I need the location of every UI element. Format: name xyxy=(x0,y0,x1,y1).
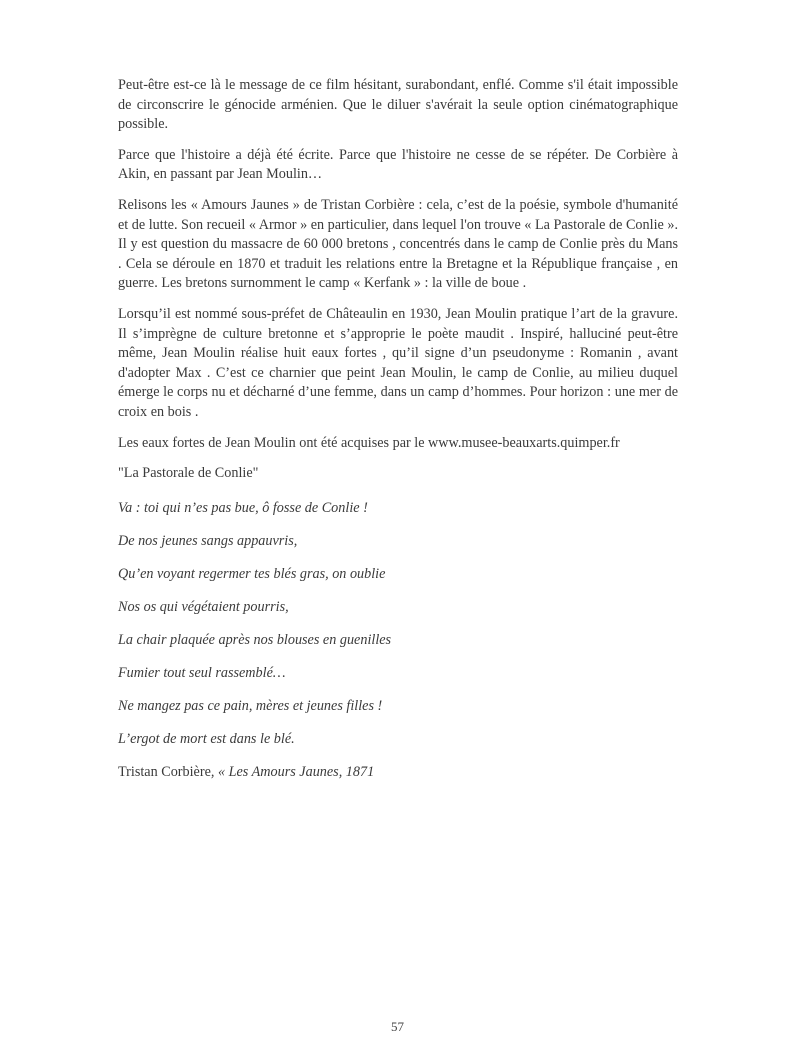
paragraph-intro: Peut-être est-ce là le message de ce film hésitant, surabondant, enflé. Comme s'il était impossible de circonscrire le génocide arménien. Que le diluer s'avérait la seule option cinématographique possible. xyxy=(118,77,678,133)
paragraph-jean-moulin: Lorsqu’il est nommé sous-préfet de Châteaulin en 1930, Jean Moulin pratique l’art de la gravure. Il s’imprègne de culture bretonne et s’approprie le poète maudit . Inspiré, halluciné peut-être même, Jean Moulin réalise huit eaux fortes , qu’il signe d’un pseudonyme : Romanin , avant d'adopter Max . C’est ce charnier que peint Jean Moulin, le camp de Conlie, au milieu duquel émerge le corps nu et décharné d’une femme, dans un camp d’hommes. Pour horizon : une mer de croix en bois . xyxy=(118,305,678,420)
poem-line: Ne mangez pas ce pain, mères et jeunes filles ! xyxy=(118,697,383,714)
poem-line: Qu’en voyant regermer tes blés gras, on oublie xyxy=(118,565,386,582)
poem-line: La chair plaquée après nos blouses en guenilles xyxy=(118,631,392,648)
poem-line: Va : toi qui n’es pas bue, ô fosse de Conlie ! xyxy=(118,499,368,516)
poem-line: Fumier tout seul rassemblé… xyxy=(118,664,286,681)
page-number: 57 xyxy=(391,1019,404,1034)
paragraph-museum: Les eaux fortes de Jean Moulin ont été acquises par le www.musee-beauxarts.quimper.fr xyxy=(118,434,620,451)
signature-author: Tristan Corbière xyxy=(118,763,211,780)
poem-signature xyxy=(118,763,678,781)
poem-line: De nos jeunes sangs appauvris, xyxy=(118,532,298,549)
poem-line: L’ergot de mort est dans le blé. xyxy=(118,730,295,747)
paragraph-corbiere: Relisons les « Amours Jaunes » de Tristan Corbière : cela, c’est de la poésie, symbole d'humanité et de lutte. Son recueil « Armor » en particulier, dans lequel l'on trouve « La Pastorale de Conlie ». Il y est question du massacre de 60 000 bretons , concentrés dans le camp de Conlie près du Mans . Cela se déroule en 1870 et traduit les relations entre la Bretagne et la République française , en guerre. Les bretons surnomment le camp « Kerfank » : la ville de boue . xyxy=(118,196,678,292)
paragraph-history: Parce que l'histoire a déjà été écrite. Parce que l'histoire ne cesse de se répéter. De Corbière à Akin, en passant par Jean Moulin… xyxy=(118,146,678,183)
poem-line: Nos os qui végétaient pourris, xyxy=(118,598,289,615)
document-body xyxy=(118,76,678,781)
poem-title: "La Pastorale de Conlie" xyxy=(118,465,259,482)
signature-work: , « Les Amours Jaunes, 1871 xyxy=(210,763,375,780)
